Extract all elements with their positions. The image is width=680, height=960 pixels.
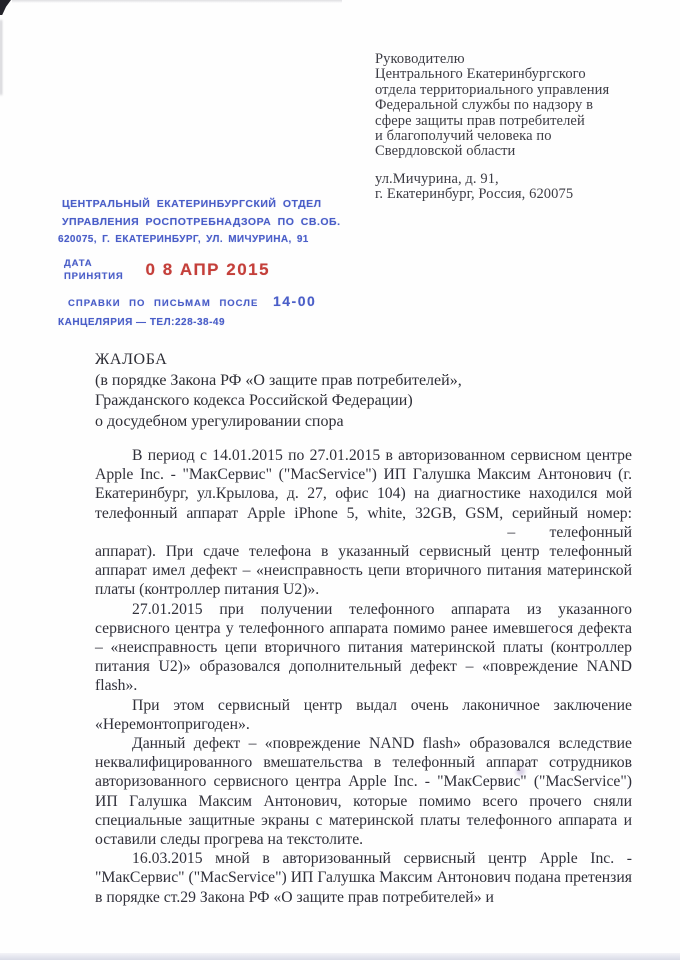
scan-edge-smudge <box>12 0 342 3</box>
complaint-title-block <box>95 350 462 432</box>
complaint-title: ЖАЛОБА <box>95 351 168 368</box>
stamp-date-label <box>64 257 124 283</box>
stamp-info-row <box>58 293 341 309</box>
stamp-org-address: 620075, Г. ЕКАТЕРИНБУРГ, УЛ. МИЧУРИНА, 91 <box>58 234 309 245</box>
recipient-street-line: ул.Мичурина, д. 91, <box>375 170 499 187</box>
letter-body <box>95 446 632 907</box>
paragraph-1-text-after-redaction: – телефонный аппарат). При сдаче телефона в указанный сервисный центр телефонный аппарат имел дефект – «неисправность цепи вторичного питания материнской платы (контроллер питания U2)». <box>95 523 632 599</box>
stamp-date-label-line-1: ДАТА <box>64 257 93 269</box>
stamp-org-line-2: УПРАВЛЕНИЯ РОСПОТРЕБНАДЗОРА ПО СВ.ОБ. <box>62 215 341 228</box>
recipient-line-2: Центрального Екатеринбургского <box>375 66 586 83</box>
stamp-info-label: СПРАВКИ ПО ПИСЬМАМ ПОСЛЕ <box>68 297 259 309</box>
recipient-block <box>375 52 609 203</box>
stamp-org-block <box>58 196 341 249</box>
stamp-date-label-line-2: ПРИНЯТИЯ <box>64 270 124 282</box>
date-stamp-value: 0 8 АПР 2015 <box>145 259 271 279</box>
stamp-info-time: 14-00 <box>272 292 317 309</box>
paragraph-1-text-before-redaction: В период с 14.01.2015 по 27.01.2015 в авторизованном сервисном центре Apple Inc. - "МакСервис" ("MacService") ИП Галушка Максим Антонович (г. Екатеринбург, ул.Крылова, д. 27, офис 104) на диагностике находился мой телефонный аппарат Apple iPhone 5, white, 32GB, GSM, серийный номер: <box>95 447 632 522</box>
recipient-address <box>375 172 609 203</box>
body-paragraph-4: Данный дефект – «повреждение NAND flash» образовался вследствие неквалифицированного вмешательства в телефонный аппарат сотрудников авторизованного сервисного центра Apple Inc. - "МакСервис" ("MacService") ИП Галушка Максим Антонович, которые помимо всего прочего сняли специальные защитные экраны с материнской платы телефонного аппарата и оставили следы прогрева на текстолите. <box>95 735 632 849</box>
recipient-line-1: Руководителю <box>375 51 465 67</box>
recipient-line-7: Свердловской области <box>375 143 516 160</box>
complaint-subtitle-line-1: (в порядке Закона РФ «О защите прав потребителей», <box>95 371 462 389</box>
complaint-subtitle-line-2: Гражданского кодекса Российской Федерации) <box>95 392 413 409</box>
stamp-org-line-1: ЦЕНТРАЛЬНЫЙ ЕКАТЕРИНБУРГСКИЙ ОТДЕЛ <box>62 198 322 210</box>
recipient-line-4: Федеральной службы по надзору в <box>375 97 594 114</box>
complaint-subtitle-line-3: о досудебном урегулировании спора <box>95 412 344 430</box>
body-paragraph-3: При этом сервисный центр выдал очень лаконичное заключение «Неремонтопригоден». <box>95 696 632 733</box>
stamp-office-line: КАНЦЕЛЯРИЯ — ТЕЛ:228-38-49 <box>58 316 226 328</box>
recipient-line-5: сфере защиты прав потребителей <box>375 112 585 129</box>
registration-stamp <box>58 196 341 328</box>
scan-edge-streak <box>0 20 2 95</box>
recipient-line-6: и благополучий человека по <box>375 128 552 145</box>
recipient-city-line: г. Екатеринбург, Россия, 620075 <box>375 186 574 203</box>
stamp-date-row <box>58 257 341 283</box>
body-paragraph-5: 16.03.2015 мной в авторизованный сервисный центр Apple Inc. - "МакСервис" ("MacService") ИП Галушка Максим Антонович подана претензия в порядке ст.29 Закона РФ «О защите прав потребителей» и <box>95 850 632 906</box>
body-paragraph-2: 27.01.2015 при получении телефонного аппарата из указанного сервисного центра у телефонного аппарата помимо ранее имевшегося дефекта – «неисправность цепи вторичного питания материнской платы (контроллер питания U2)» образовался дополнительный дефект – «повреждение NAND flash». <box>95 600 632 695</box>
scan-bottom-edge-band <box>0 953 680 960</box>
redacted-serial-number <box>95 536 473 537</box>
recipient-line-3: отдела территориального управления <box>375 81 610 98</box>
body-paragraph-1 <box>95 446 632 600</box>
scan-corner-artifact <box>0 0 11 15</box>
